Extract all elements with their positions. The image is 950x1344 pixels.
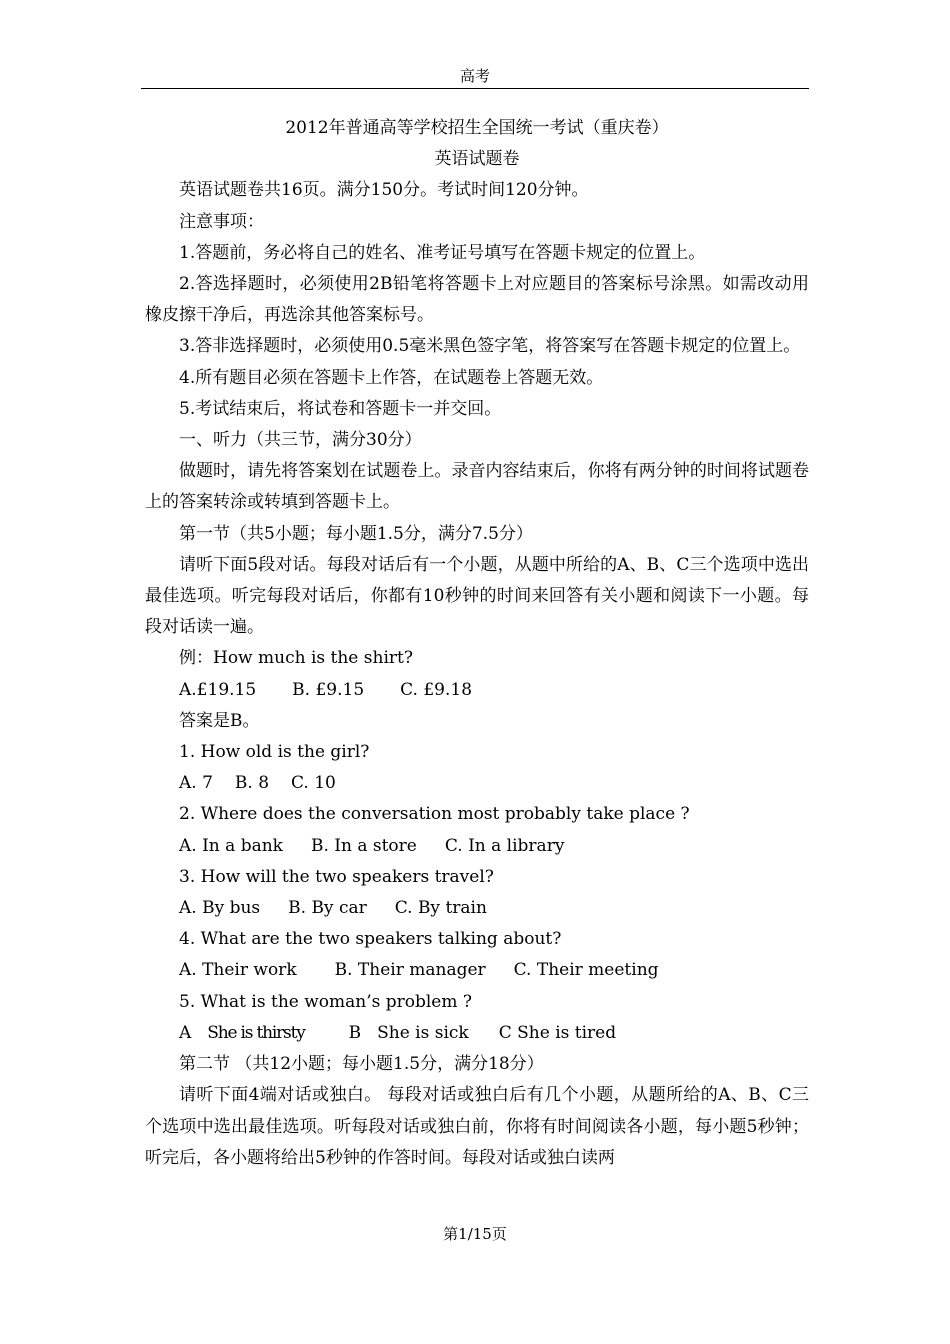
section1-heading: 第一节（共5小题；每小题1.5分，满分7.5分） bbox=[179, 523, 533, 544]
option-text: C She is tired bbox=[498, 1022, 617, 1043]
question: 2. Where does the conversation most probably take place ? bbox=[179, 804, 690, 825]
note-item: 4.所有题目必须在答题卡上作答，在试题卷上答题无效。 bbox=[179, 367, 604, 388]
part1-instructions: 做题时，请先将答案划在试题卷上。录音内容结束后，你将有两分钟的时间将试题卷上的答案转涂或转填到答题卡上。 bbox=[145, 461, 809, 513]
question: 4. What are the two speakers talking about? bbox=[179, 929, 562, 950]
option: C. £9.18 bbox=[400, 679, 473, 700]
option: C. In a library bbox=[444, 835, 565, 856]
exam-subtitle: 英语试题卷 bbox=[434, 149, 520, 170]
note-item: 3.答非选择题时，必须使用0.5毫米黑色签字笔，将答案写在答题卡规定的位置上。 bbox=[179, 336, 801, 357]
exam-intro: 英语试题卷共16页。满分150分。考试时间120分钟。 bbox=[179, 180, 589, 201]
part1-heading: 一、听力（共三节，满分30分） bbox=[179, 430, 422, 451]
exam-title: 2012年普通高等学校招生全国统一考试（重庆卷） bbox=[285, 118, 669, 138]
option: B. 8 bbox=[234, 773, 270, 794]
header-rule bbox=[141, 88, 809, 89]
section2-instructions: 请听下面4端对话或独白。 每段对话或独白后有几个小题，从题所给的A、B、C三个选项中选出最佳选项。听每段对话或独白前，你将有时间阅读各小题，每小题5秒钟；听完后，各小题将给出5秒钟的作答时间。每段对话或独白读两 bbox=[145, 1085, 809, 1168]
option: C. By train bbox=[394, 898, 487, 919]
option-letter: A bbox=[179, 1022, 192, 1043]
option-text: She is thirsty bbox=[207, 1022, 305, 1043]
example-question: 例：How much is the shirt? bbox=[179, 648, 413, 669]
option: B. By car bbox=[288, 898, 367, 919]
question-options bbox=[145, 1018, 809, 1049]
running-header: 高考 bbox=[459, 67, 490, 85]
note-item: 1.答题前，务必将自己的姓名、准考证号填写在答题卡规定的位置上。 bbox=[179, 242, 706, 263]
question-options bbox=[145, 955, 809, 986]
note-item: 5.考试结束后，将试卷和答题卡一并交回。 bbox=[179, 398, 502, 419]
question-options bbox=[145, 768, 809, 799]
question: 1. How old is the girl? bbox=[179, 742, 370, 763]
section2-heading: 第二节 （共12小题；每小题1.5分，满分18分） bbox=[179, 1054, 544, 1075]
page-number: 第1/15页 bbox=[443, 1225, 507, 1243]
section1-instructions: 请听下面5段对话。每段对话后有一个小题，从题中所给的A、B、C三个选项中选出最佳选项。听完每段对话后，你都有10秒钟的时间来回答有关小题和阅读下一小题。每段对话读一遍。 bbox=[145, 554, 809, 638]
option: A. 7 bbox=[179, 773, 213, 794]
option-text: She is sick bbox=[377, 1022, 469, 1043]
notes-heading: 注意事项： bbox=[179, 211, 264, 232]
note-item: 2.答选择题时，必须使用2B铅笔将答题卡上对应题目的答案标号涂黑。如需改动用橡皮擦干净后，再选涂其他答案标号。 bbox=[145, 274, 809, 326]
example-options bbox=[145, 675, 809, 706]
option: A.£19.15 bbox=[179, 679, 257, 700]
option: A. Their work bbox=[179, 960, 297, 981]
option: A. In a bank bbox=[179, 835, 283, 856]
option: B. £9.15 bbox=[292, 679, 365, 700]
document-body bbox=[145, 113, 809, 1174]
option: C. Their meeting bbox=[513, 960, 659, 981]
question: 5. What is the woman’s problem ? bbox=[179, 991, 473, 1012]
option: C. 10 bbox=[291, 773, 336, 794]
option-letter: B bbox=[348, 1022, 362, 1043]
question: 3. How will the two speakers travel? bbox=[179, 866, 494, 887]
option: B. In a store bbox=[310, 835, 417, 856]
option: B. Their manager bbox=[334, 960, 486, 981]
example-answer: 答案是B。 bbox=[179, 710, 260, 731]
question-options bbox=[145, 831, 809, 862]
option: A. By bus bbox=[179, 898, 261, 919]
question-options bbox=[145, 893, 809, 924]
